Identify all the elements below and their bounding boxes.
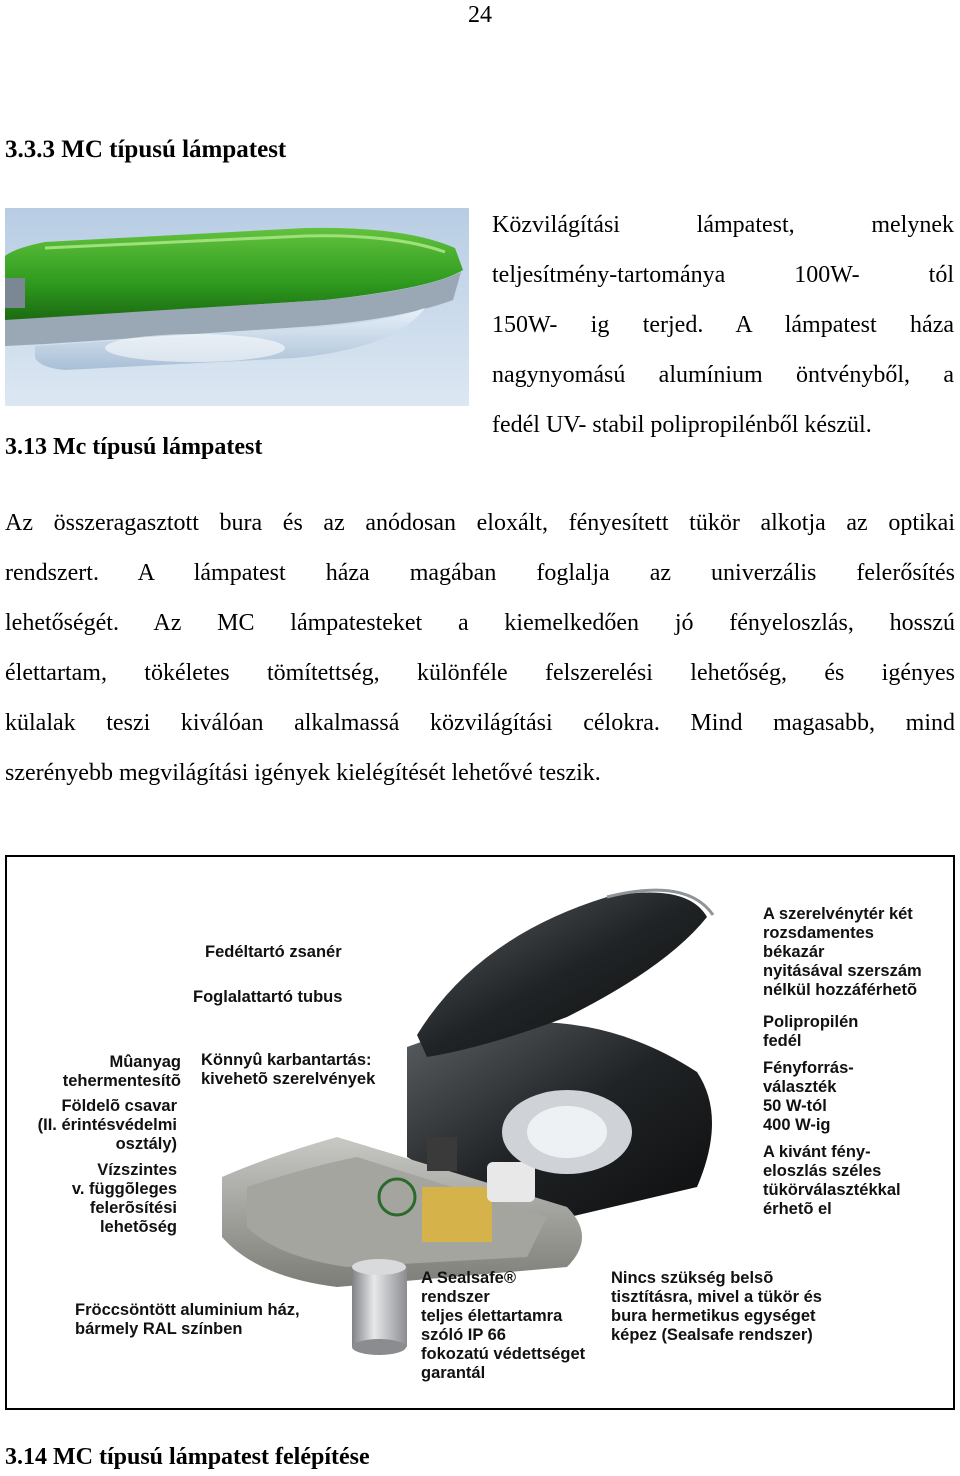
label-gear-tray: A szerelvénytér két rozsdamentes békazár nyitásával szerszám nélkül hozzáférhetõ [763,905,922,999]
label-mounting: Vízszintes v. függõleges felerõsítési lehetõség [71,1161,177,1236]
label-housing: Fröccsöntött aluminium ház, bármely RAL színben [75,1301,300,1338]
label-maintenance: Könnyû karbantartás: kivehetõ szerelvények [201,1051,376,1088]
intro-line: nagynyomású alumínium öntvényből, a [492,362,954,388]
label-no-cleaning: Nincs szükség belsõ tisztításra, mivel a tükör és bura hermetikus egységet képez (Sealsafe rendszer) [611,1269,822,1344]
lamp-photo [5,208,469,406]
label-hinge: Fedéltartó zsanér [205,943,342,961]
body-line: külalak teszi kiválóan alkalmassá közvilágítási célokra. Mind magasabb, mind [5,710,955,736]
figure-caption-1: 3.13 Mc típusú lámpatest [5,434,263,460]
label-lamp-range: Fényforrás- választék 50 W-tól 400 W-ig [763,1059,854,1134]
label-ground-screw: Földelõ csavar (II. érintésvédelmi osztály) [37,1097,177,1153]
label-reflector: A kivánt fény- eloszlás széles tükörválasztékkal érhetõ el [763,1143,901,1218]
intro-line: teljesítmény-tartománya 100W- tól [492,262,954,288]
label-sealsafe: A Sealsafe® rendszer teljes élettartamra szóló IP 66 fokozatú védettséget garantál [421,1269,586,1382]
body-line: élettartam, tökéletes tömítettség, különféle felszerelési lehetőség, és igényes [5,660,955,686]
figure-caption-2: 3.14 MC típusú lámpatest felépítése [5,1444,370,1470]
exploded-diagram [5,855,955,1410]
intro-line: fedél UV- stabil polipropilénből készül. [492,412,872,438]
label-socket-tube: Foglalattartó tubus [193,988,343,1006]
label-strain-relief: Mûanyag tehermentesítõ [62,1053,181,1090]
body-line: rendszert. A lámpatest háza magában foglalja az univerzális felerősítés [5,560,955,586]
body-line: Az összeragasztott bura és az anódosan eloxált, fényesített tükör alkotja az optikai [5,510,955,536]
intro-line: 150W- ig terjed. A lámpatest háza [492,312,954,338]
lamp-photo-illustration [5,208,469,406]
body-line: szerényebb megvilágítási igények kielégítését lehetővé teszik. [5,760,601,786]
page-number: 24 [468,2,492,28]
section-heading: 3.3.3 MC típusú lámpatest [5,136,287,163]
body-line: lehetőségét. Az MC lámpatesteket a kiemelkedően jó fényeloszlás, hosszú [5,610,955,636]
intro-line: Közvilágítási lámpatest, melynek [492,212,954,238]
label-cover: Polipropilén fedél [763,1013,859,1050]
